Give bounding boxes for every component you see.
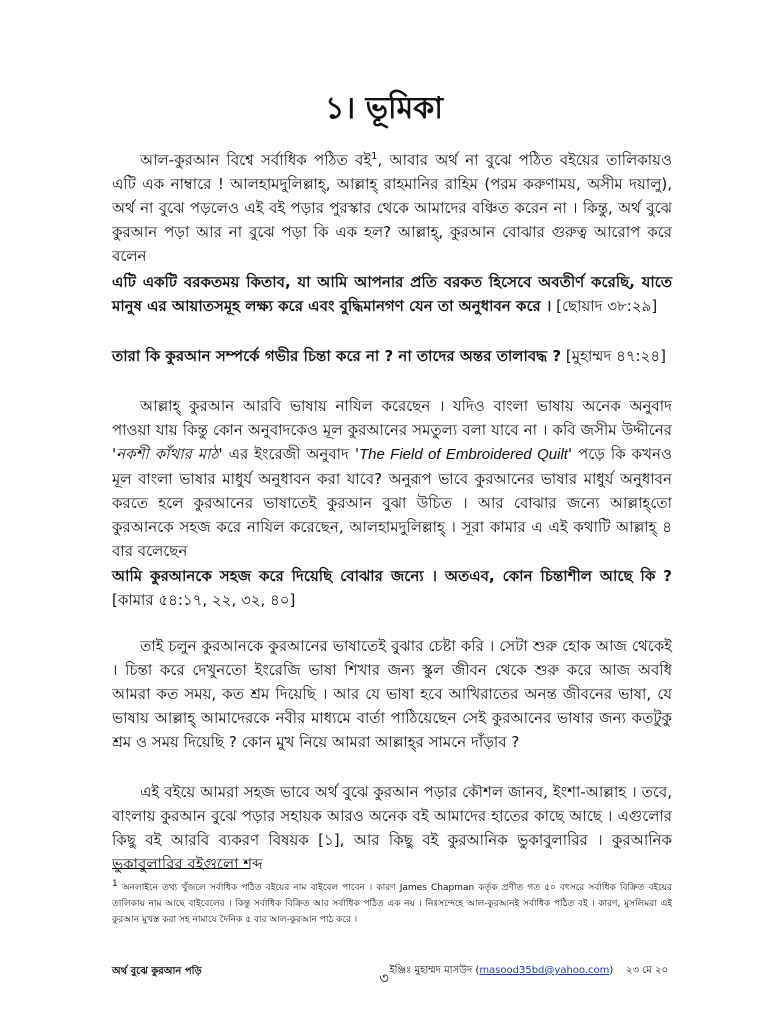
- paragraph-intro-text-b: , আবার অর্থ না বুঝে পঠিত বইয়ের তালিকায়ও এটি এক নাম্বারে ! আলহামদুলিল্লাহ্, আল্লাহ্ রাহমানির রাহিম (পরম করুণাময়, অসীম দয়ালু), অর্থ না বুঝে পড়লেও এই বই পড়ার পুরস্কার থেকে আমাদের বঞ্চিত করেন না । কিন্তু, অর্থ বুঝে কুরআন পড়া আর না বুঝে পড়া কি এক হল? আল্লাহ্, কুরআন বোঝার গুরুত্ব আরোপ করে বলেন: [112, 151, 672, 265]
- paragraph-translation-text-a: আল্লাহ্ কুরআন আরবি ভাষায় নাযিল করেছেন । যদিও বাংলা ভাষায় অনেক অনুবাদ পাওয়া যায় কিন্তু কোন অনুবাদকেও মূল কুরআনের সমতুল্য বলা যাবে না । কবি জসীম উদ্দীনের: [112, 397, 672, 439]
- footnote-divider: [112, 868, 250, 869]
- footer-author-info: ইঞ্জিঃ মুহাম্মদ মাসউদ (masood35bd@yahoo.com) ২৩ মে ২০: [389, 965, 668, 976]
- footer-date: ২৩ মে ২০: [626, 965, 668, 976]
- quote-sad-text: এটি একটি বরকতময় কিতাব, যা আমি আপনার প্রতি বরকত হিসেবে অবতীর্ণ করেছি, যাতে মানুষ এর আয়াতসমূহ লক্ষ্য করে এবং বুদ্ধিমানগণ যেন তা অনুধাবন করে ।: [112, 273, 672, 315]
- paragraph-translation-text-e: ' পড়ে কি কখনও মূল বাংলা ভাষার মাধুর্য অনুধাবন করা যাবে? অনুরূপ ভাবে কুরআনের ভাষার মাধুর্য অনুধাবন করতে হলে কুরআনের ভাষাতেই কুরআন বুঝা উচিত । আর বোঝার জন্যে আল্লাহ্‌তো কুরআনকে সহজ করে নাযিল করেছেন, আলহামদুলিল্লাহ্ । সূরা কামার এ এই কথাটি আল্লাহ্ ৪ বার বলেছেন: [112, 445, 672, 560]
- quote-muhammad-ref: [মুহাম্মদ ৪৭:২৪]: [561, 347, 666, 365]
- footer-book-title: অর্থ বুঝে কুরআন পড়ি: [112, 966, 202, 977]
- quote-qamar-text: আমি কুরআনকে সহজ করে দিয়েছি বোঝার জন্যে । অতএব, কোন চিন্তাশীল আছে কি ?: [112, 567, 672, 585]
- quote-qamar-ref: [কামার ৫৪:১৭, ২২, ৩২, ৪০]: [112, 591, 296, 609]
- author-email-link[interactable]: masood35bd@yahoo.com: [479, 965, 610, 976]
- quote-muhammad: [112, 344, 672, 368]
- paragraph-translation-text-c: এর ইংরেজী অনুবাদ ': [222, 445, 359, 463]
- quote-muhammad-text: তারা কি কুরআন সম্পর্কে গভীর চিন্তা করে না ? না তাদের অন্তর তালাবদ্ধ ?: [112, 347, 562, 365]
- poem-title-bangla: 'নকশী কাঁথার মাঠ': [112, 445, 223, 463]
- footnote-number: 1: [112, 879, 118, 889]
- footnote-text: অনলাইনে তথ্য খুঁজলে সর্বাধিক পঠিত বইয়ের নাম বাইবেল পাবেন । কারণ James Chapman কর্তৃক প্রণীত গত ৫০ বৎসরে সর্বাধিক বিক্রিত বইয়ের তালিকায় নাম আছে বাইবেলের । কিন্তু সর্বাধিক বিক্রিত আর সর্বাধিক পঠিত এক নয় । নিঃসন্দেহে আল-কুরআনই সর্বাধিক পঠিত বই । কারণ, মুসলিমরা এই কুরআন মুখস্ত করা সহ নামাযে দৈনিক ৫ বার আল-কুরআন পাঠ করে ।: [112, 883, 672, 925]
- paragraph-intro: [112, 148, 672, 268]
- paragraph-effort: তাই চলুন কুরআনকে কুরআনের ভাষাতেই বুঝার চেষ্টা করি । সেটা শুরু হোক আজ থেকেই । চিন্তা করে দেখুনতো ইংরেজি ভাষা শিখার জন্য স্কুল জীবন থেকে শুরু করে আজ অবধি আমরা কত সময়, কত শ্রম দিয়েছি । আর যে ভাষা হবে আখিরাতের অনন্ত জীবনের ভাষা, যে ভাষায় আল্লাহ্ আমাদেরকে নবীর মাধ্যমে বার্তা পাঠিয়েছেন সেই কুরআনের ভাষার জন্য কতটুকু শ্রম ও সময় দিয়েছি ? কোন মুখ নিয়ে আমরা আল্লাহ্‌র সামনে দাঁড়াব ?: [112, 637, 672, 751]
- page-number: ৩: [379, 969, 389, 987]
- paragraph-book-method: এই বইয়ে আমরা সহজ ভাবে অর্থ বুঝে কুরআন পড়ার কৌশল জানব, ইংশা-আল্লাহ । তবে, বাংলায় কুরআন বুঝে পড়ার সহায়ক আরও অনেক বই আমাদের হাতের কাছে আছে । এগুলোর কিছু বই আরবি ব্যকরণ বিষয়ক [১], আর কিছু বই কুরআনিক ভুকাবুলারির । কুরআনিক ভুকাবুলারির বইগুলো শব্দ: [112, 783, 672, 873]
- paragraph-translation: [112, 394, 672, 563]
- footer-author: ইঞ্জিঃ মুহাম্মদ মাসউদ: [389, 965, 473, 976]
- paragraph-intro-text-a: আল-কুরআন বিশ্বে সর্বাধিক পঠিত বই: [140, 151, 372, 169]
- footnote: [112, 876, 672, 928]
- quote-sad-ref: [ছোয়াদ ৩৮:২৯]: [551, 297, 658, 315]
- page-title: ১। ভূমিকা: [325, 91, 443, 126]
- quote-qamar: [112, 564, 672, 612]
- footnote-ref[interactable]: 1: [371, 151, 378, 162]
- poem-title-english: The Field of Embroidered Quilt: [358, 446, 568, 463]
- quote-sad: [112, 270, 672, 318]
